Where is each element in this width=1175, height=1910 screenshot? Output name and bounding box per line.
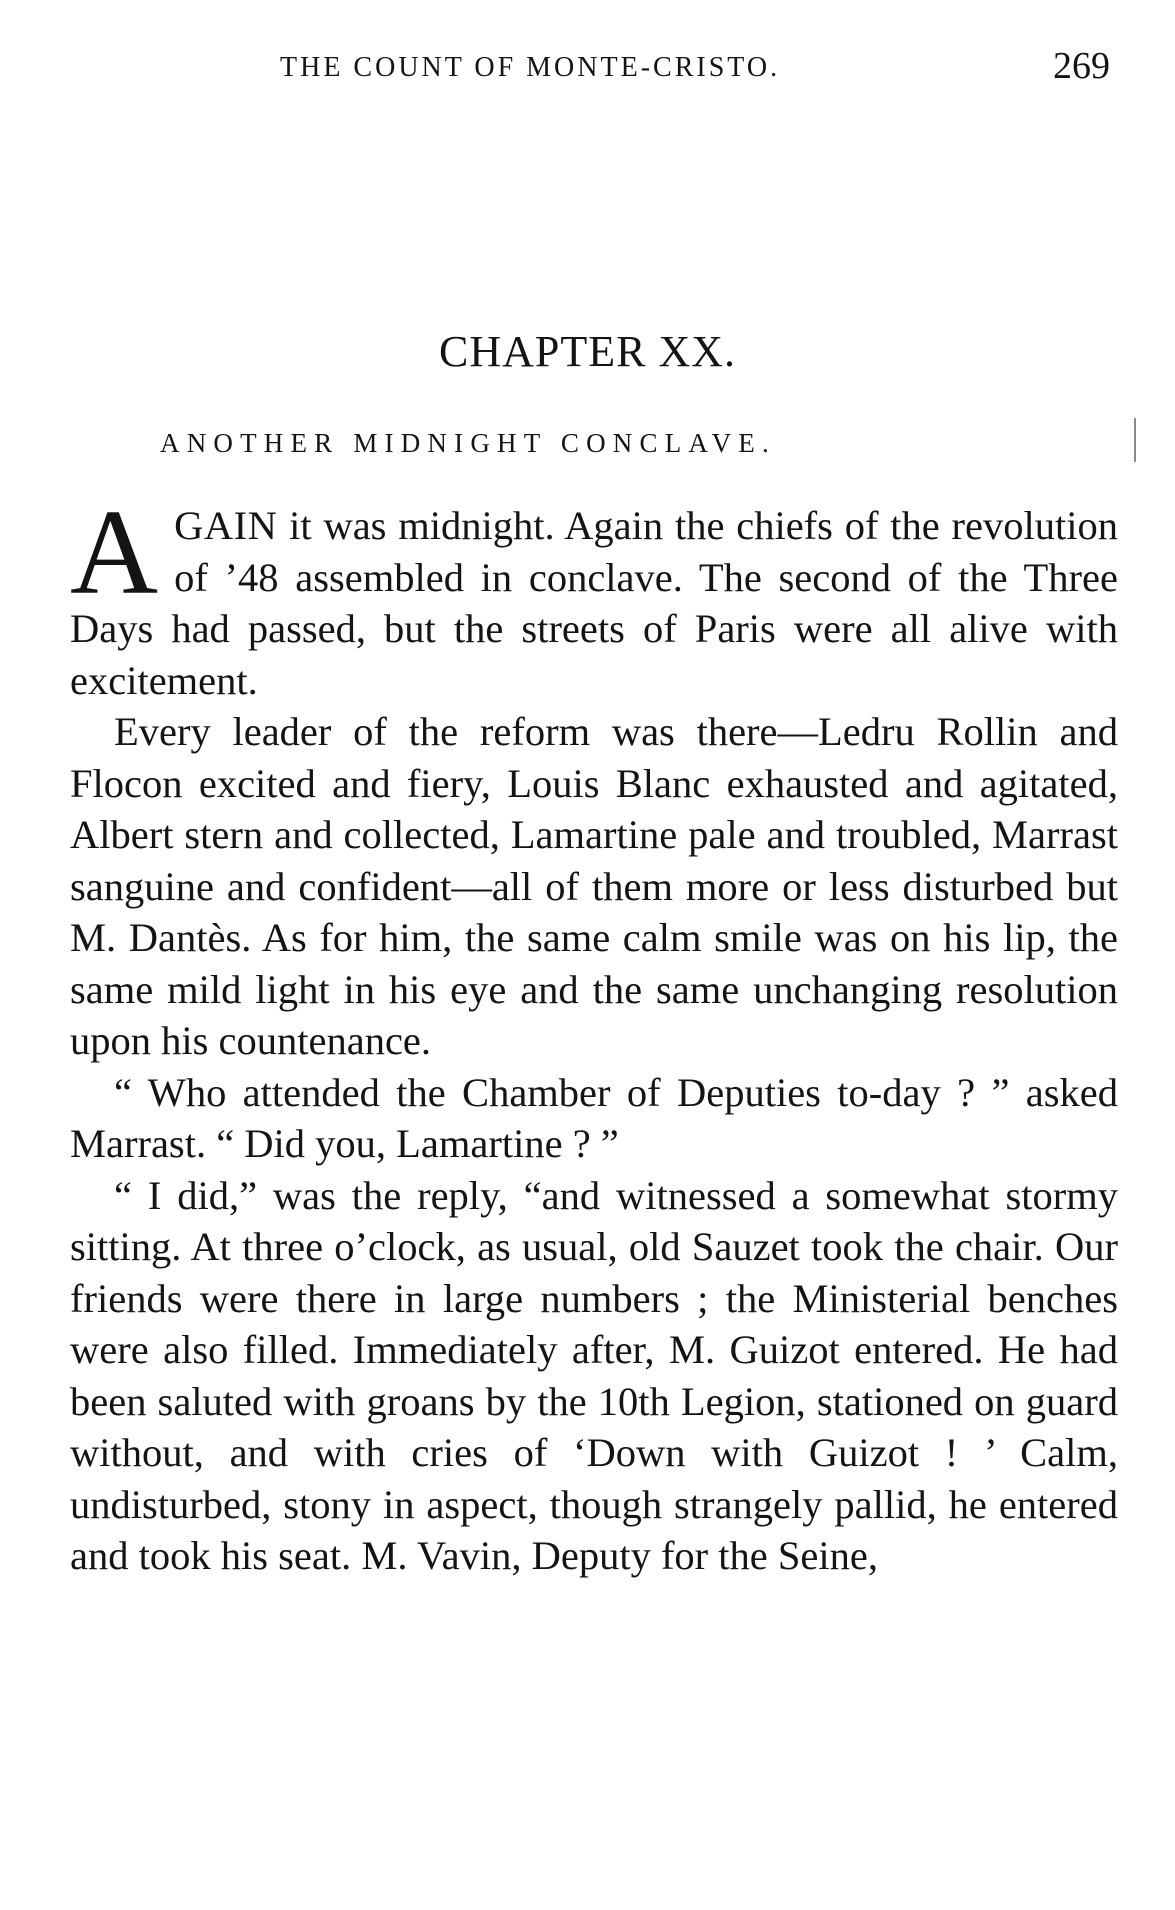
paragraph-4: “ I did,” was the reply, “and witnessed a somewhat stormy sitting. At three o’clock, as usual, old Sauzet took the chair. Our friends were there in large numbers ; the Ministerial benches were also filled. Immediately after, M. Guizot entered. He had been saluted with groans by the 10th Legion, stationed on guard without, and with cries of ‘Down with Guizot ! ’ Calm, undisturbed, stony in aspect, though strangely pallid, he entered and took his seat. M. Vavin, Deputy for the Seine, <box>70 1172 1118 1578</box>
paragraph-2: Every leader of the reform was there—Ledru Rollin and Flocon excited and fiery, Louis Blanc exhausted and agitated, Albert stern and collected, Lamartine pale and troubled, Marrast sanguine and confident—all of them more or less disturbed but M. Dantès. As for him, the same calm smile was on his lip, the same mild light in his eye and the same unchanging resolution upon his countenance. <box>70 709 1118 1063</box>
running-head <box>70 44 1110 94</box>
margin-mark <box>1134 418 1136 462</box>
lead-word: GAIN <box>174 503 278 548</box>
paragraph-1-text: it was midnight. Again the chiefs of the revolution of ’48 assembled in conclave. The second of the Three Days had passed, but the streets of Paris were all alive with excitement. <box>70 503 1118 703</box>
page-number: 269 <box>1053 45 1110 87</box>
body-text <box>70 485 1118 1582</box>
paragraph-3: “ Who attended the Chamber of Deputies to-day ? ” asked Marrast. “ Did you, Lamartine ? ” <box>70 1069 1118 1166</box>
running-title: THE COUNT OF MONTE-CRISTO. <box>280 52 781 83</box>
chapter-number: CHAPTER XX. <box>438 327 737 376</box>
paragraph-1 <box>70 485 1118 706</box>
drop-cap: A <box>70 485 159 620</box>
chapter-title: ANOTHER MIDNIGHT CONCLAVE. <box>160 428 776 458</box>
